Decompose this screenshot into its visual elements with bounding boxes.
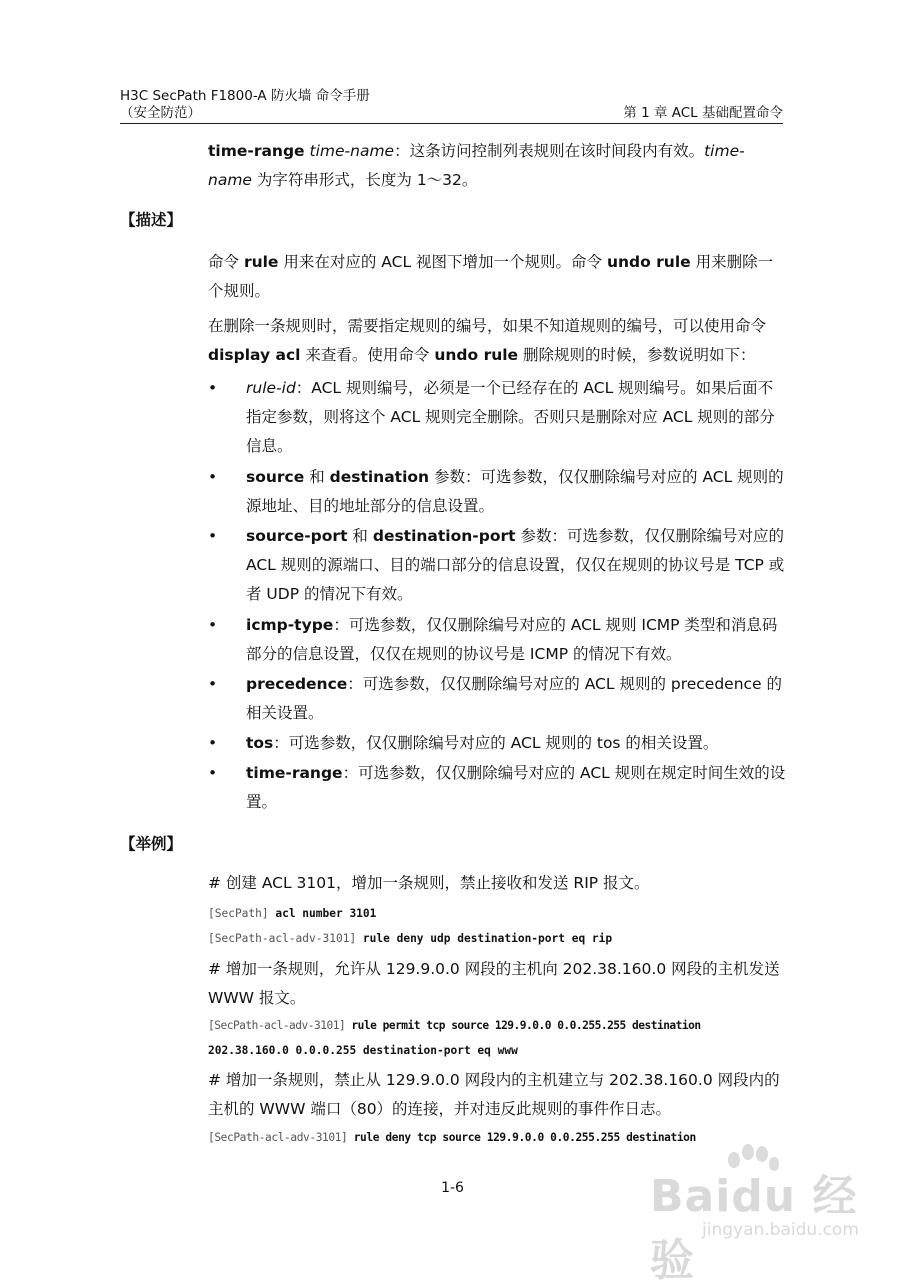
bullet-item <box>208 670 786 728</box>
keyword: undo rule <box>606 253 691 271</box>
bullet-item <box>208 522 786 609</box>
keyword: precedence <box>246 675 348 693</box>
header-divider <box>120 123 783 124</box>
watermark-url: jingyan.baidu.com <box>702 1220 859 1240</box>
command: rule permit tcp source 129.9.0.0 0.0.255.255 destination <box>351 1019 701 1032</box>
argument: time-name <box>309 142 395 160</box>
code-line <box>208 929 793 949</box>
keyword: time-range <box>208 142 305 160</box>
prompt: [SecPath-acl-adv-3101] <box>208 1131 354 1144</box>
code-line <box>208 1016 793 1036</box>
command: 202.38.160.0 0.0.0.255 destination-port eq www <box>208 1044 518 1057</box>
header-subline <box>120 104 783 122</box>
keyword: tos <box>246 734 274 752</box>
keyword: display acl <box>208 346 301 364</box>
text: 删除规则的时候，参数说明如下： <box>518 346 756 364</box>
header-left: （安全防范） <box>120 105 201 121</box>
example-description-3: # 增加一条规则，禁止从 129.9.0.0 网段内的主机建立与 202.38.160.0 网段内的主机的 WWW 端口（80）的连接，并对违反此规则的事件作日志。 <box>208 1071 780 1118</box>
bullet-item <box>208 463 786 521</box>
header-chapter: 第 1 章 ACL 基础配置命令 <box>623 105 783 121</box>
keyword: rule <box>243 253 279 271</box>
command: rule deny tcp source 129.9.0.0 0.0.255.255 destination <box>353 1131 696 1144</box>
prompt: [SecPath-acl-adv-3101] <box>208 932 363 945</box>
bullet-icon: • <box>208 734 218 752</box>
command: rule deny udp destination-port eq rip <box>362 932 613 945</box>
text: 参数：可选参数，仅仅删除编号对应的 ACL 规则的源端口、目的端口部分的信息设置，仅仅在规则的协议号是 TCP 或者 UDP 的情况下有效。 <box>246 527 785 603</box>
command: acl number 3101 <box>275 907 377 920</box>
text: ：可选参数，仅仅删除编号对应的 ACL 规则在规定时间生效的设置。 <box>246 764 786 811</box>
keyword: source-port <box>246 527 348 545</box>
bullet-icon: • <box>208 379 218 397</box>
text: 参数：可选参数，仅仅删除编号对应的 ACL 规则的源地址、目的地址部分的信息设置。 <box>246 468 784 515</box>
intro-paragraph <box>208 137 786 195</box>
bullet-item <box>208 611 786 669</box>
code-line <box>208 1041 793 1061</box>
text: ：可选参数，仅仅删除编号对应的 ACL 规则的 precedence 的相关设置。 <box>246 675 783 722</box>
watermark-logo: Baidu 经验 <box>650 1171 858 1286</box>
bullet-item <box>208 374 786 461</box>
bullet-icon: • <box>208 468 218 486</box>
text: ：ACL 规则编号，必须是一个已经存在的 ACL 规则编号。如果后面不指定参数，则将这个 ACL 规则完全删除。否则只是删除对应 ACL 规则的部分信息。 <box>246 379 775 455</box>
text: ：这条访问控制列表规则在该时间段内有效。 <box>394 142 705 160</box>
keyword: time-range <box>246 764 343 782</box>
text: 命令 <box>208 253 244 271</box>
page-number: 1-6 <box>441 1180 464 1196</box>
text: 和 <box>304 468 330 486</box>
text: 用来在对应的 ACL 视图下增加一个规则。命令 <box>278 253 607 271</box>
example-description-1: # 创建 ACL 3101，增加一条规则，禁止接收和发送 RIP 报文。 <box>208 874 650 892</box>
text: ：可选参数，仅仅删除编号对应的 ACL 规则 ICMP 类型和消息码部分的信息设置，仅仅在规则的协议号是 ICMP 的情况下有效。 <box>246 616 778 663</box>
keyword: destination <box>329 468 430 486</box>
describe-paragraph-2 <box>208 312 786 370</box>
section-heading-describe: 【描述】 <box>120 211 183 229</box>
prompt: [SecPath-acl-adv-3101] <box>208 1019 352 1032</box>
text: ：可选参数，仅仅删除编号对应的 ACL 规则的 tos 的相关设置。 <box>273 734 719 752</box>
text: 在删除一条规则时，需要指定规则的编号，如果不知道规则的编号，可以使用命令 <box>208 317 767 335</box>
bullet-item <box>208 729 786 758</box>
prompt: [SecPath] <box>208 907 276 920</box>
bullet-icon: • <box>208 675 218 693</box>
keyword: destination-port <box>372 527 516 545</box>
keyword: source <box>246 468 305 486</box>
example-description-2: # 增加一条规则，允许从 129.9.0.0 网段的主机向 202.38.160.0 网段的主机发送 WWW 报文。 <box>208 960 780 1007</box>
code-line <box>208 904 793 924</box>
argument: rule-id <box>246 379 296 397</box>
bullet-icon: • <box>208 764 218 782</box>
keyword: icmp-type <box>246 616 334 634</box>
argument: time-name <box>208 142 745 189</box>
describe-paragraph-1 <box>208 248 786 306</box>
bullet-icon: • <box>208 527 218 545</box>
header-title: H3C SecPath F1800-A 防火墙 命令手册 <box>120 88 370 104</box>
bullet-icon: • <box>208 616 218 634</box>
text: 和 <box>347 527 373 545</box>
baidu-watermark <box>640 1140 890 1286</box>
keyword: undo rule <box>434 346 519 364</box>
text: 来查看。使用命令 <box>300 346 435 364</box>
text: 为字符串形式，长度为 1～32。 <box>251 171 478 189</box>
section-heading-example: 【举例】 <box>120 835 183 853</box>
text: 用来删除一个规则。 <box>208 253 774 300</box>
bullet-item <box>208 759 786 817</box>
